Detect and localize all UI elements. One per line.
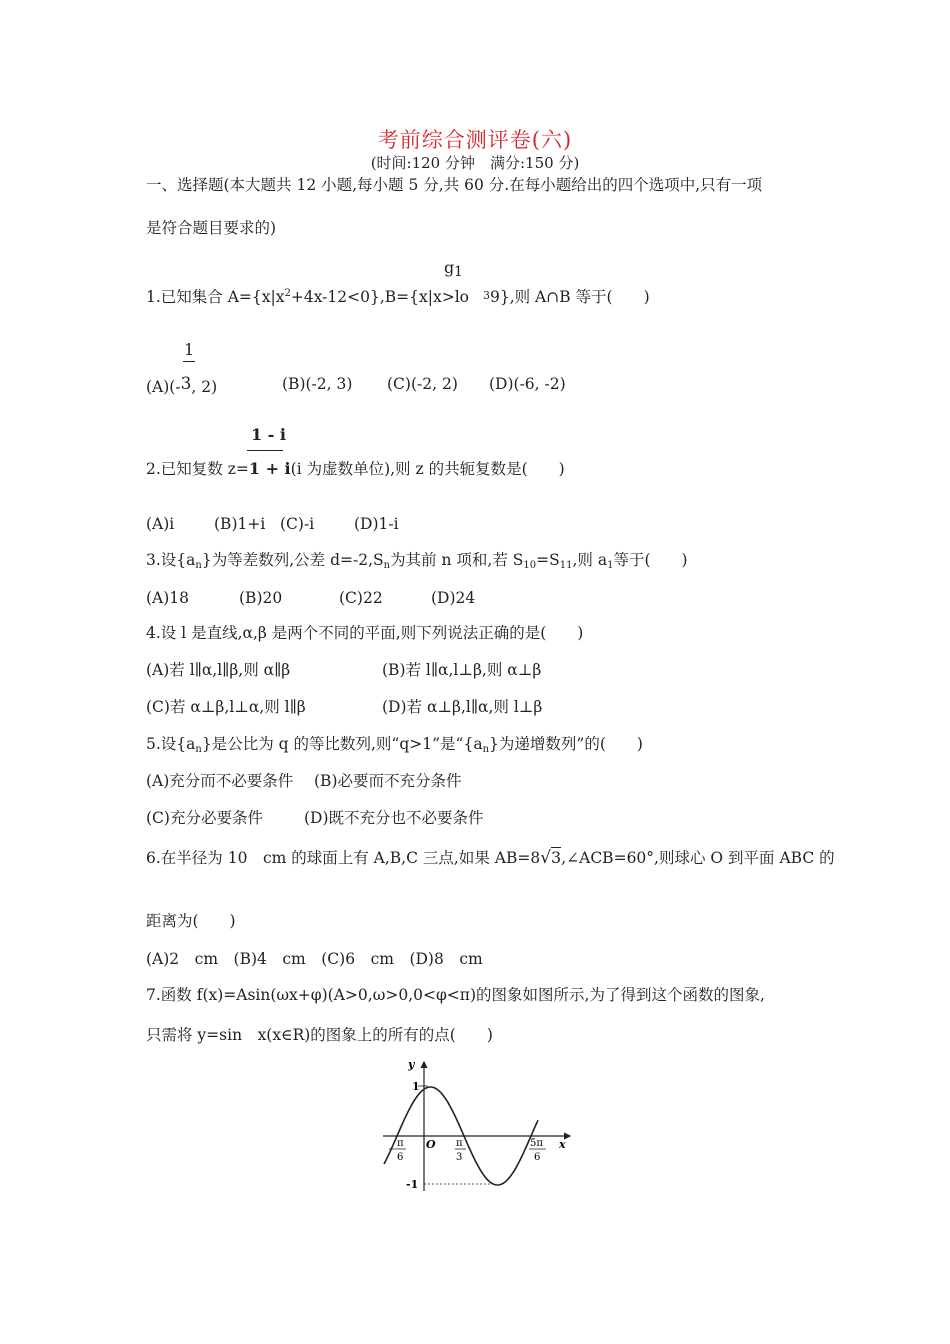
q3-options bbox=[146, 588, 476, 608]
q6-options: (A)2 cm (B)4 cm (C)6 cm (D)8 cm bbox=[146, 950, 483, 968]
q1-optC: (C)(-2, 2) bbox=[387, 375, 458, 393]
section-heading-line2: 是符合题目要求的) bbox=[146, 219, 277, 237]
q2-options bbox=[146, 514, 399, 534]
tick-end-num: 5π bbox=[530, 1138, 543, 1149]
q2-optA: (A)i bbox=[146, 515, 175, 533]
q1-optA-frac-bar bbox=[183, 361, 195, 362]
q3-optC: (C)22 bbox=[339, 589, 383, 607]
q5-optC: (C)充分必要条件 bbox=[146, 809, 263, 827]
q5-stem: 5.设$\{a_n\}$是公比为 q 的等比数列,则“q>1”是“$\{a_n\}$为递增数列”的( ) bbox=[146, 735, 643, 755]
q1-stem-c: 9},则 A∩B 等于( ) bbox=[489, 288, 650, 306]
q4-row2 bbox=[146, 697, 543, 717]
origin-label: O bbox=[426, 1138, 436, 1151]
q1-optA-den: 3 bbox=[180, 374, 192, 394]
page-title: 考前综合测评卷(六) bbox=[377, 128, 573, 152]
q2-stem bbox=[146, 459, 565, 479]
q3-optA: (A)18 bbox=[146, 589, 190, 607]
tick-mid-num: π bbox=[456, 1138, 463, 1149]
q1-options bbox=[146, 374, 566, 397]
q3-optB: (B)20 bbox=[239, 589, 283, 607]
q2-optB: (B)1+i bbox=[214, 515, 266, 533]
q1-log-base-num: 1 bbox=[454, 264, 463, 280]
q5-optA: (A)充分而不必要条件 bbox=[146, 772, 294, 790]
q2-optC: (C)-i bbox=[280, 515, 315, 533]
q2-frac-bar bbox=[247, 450, 283, 451]
q2-frac-den: 1 + i bbox=[248, 459, 291, 478]
q1-optA-frac-num: 1 bbox=[184, 340, 195, 359]
tick-end-den: 6 bbox=[534, 1152, 541, 1163]
q2-stem-b: (i 为虚数单位),则 z 的共轭复数是( ) bbox=[290, 460, 565, 478]
q4-optA: (A)若 l∥α,l∥β,则 α∥β bbox=[146, 661, 291, 679]
q1-optD: (D)(-6, -2) bbox=[489, 375, 566, 393]
q5-row1 bbox=[146, 771, 462, 791]
y-max-label: 1 bbox=[412, 1080, 420, 1093]
q1-stem-a: 1.已知集合 A={x|x bbox=[146, 288, 285, 306]
section-heading-line1: 一、选择题(本大题共 12 小题,每小题 5 分,共 60 分.在每小题给出的四个选项中,只有一项 bbox=[146, 176, 763, 194]
q2-stem-a: 2.已知复数 z= bbox=[146, 460, 249, 478]
q7-stem-line1: 7.函数 f(x)=Asin(ωx+φ)(A>0,ω>0,0<φ<π)的图象如图所示,为了得到这个函数的图象, bbox=[146, 986, 765, 1004]
q1-optA: (A)(-3, 2) bbox=[146, 374, 218, 396]
q5-optB: (B)必要而不充分条件 bbox=[314, 772, 462, 790]
q6-stem: 6.在半径为 10 cm 的球面上有 A,B,C 三点,如果 AB=8√3,∠ACB=60°,则球心 O 到平面 ABC 的 bbox=[146, 848, 835, 868]
tick-mid-den: 3 bbox=[456, 1152, 463, 1163]
q4-optB: (B)若 l∥α,l⊥β,则 α⊥β bbox=[382, 661, 542, 679]
q1-stem-frac-den: 3 bbox=[482, 289, 490, 302]
tick-neg-num: π bbox=[397, 1138, 404, 1149]
q5-optD: (D)既不充分也不必要条件 bbox=[304, 809, 484, 827]
q2-frac-num: 1 - i bbox=[251, 425, 286, 444]
q4-optD: (D)若 α⊥β,l∥α,则 l⊥β bbox=[382, 698, 543, 716]
q2-optD: (D)1-i bbox=[354, 515, 399, 533]
q1-log-base: g bbox=[444, 258, 455, 277]
q6-sqrt: √ bbox=[540, 848, 552, 868]
q3-optD: (D)24 bbox=[431, 589, 476, 607]
page-subtitle: (时间:120 分钟 满分:150 分) bbox=[370, 154, 580, 172]
q6-sqrt-arg: 3 bbox=[551, 848, 562, 867]
q1-stem bbox=[146, 284, 650, 307]
q1-stem-sup: 2 bbox=[284, 288, 291, 299]
q7-function-graph bbox=[378, 1056, 578, 1196]
q1-optB: (B)(-2, 3) bbox=[282, 375, 353, 393]
x-axis-label: x bbox=[559, 1138, 566, 1151]
q6-stem-line2: 距离为( ) bbox=[146, 912, 236, 930]
y-min-label: -1 bbox=[406, 1178, 419, 1191]
q1-stem-b: +4x-12<0},B={x|x>lo bbox=[290, 288, 469, 306]
q4-row1 bbox=[146, 660, 542, 680]
q3-stem: 3.设$\{a_n\}$为等差数列,公差 $d=-2,S_n$为其前 n 项和,若 $S_{10}=S_{11}$,则 $a_1$等于( ) bbox=[146, 551, 688, 571]
q4-stem: 4.设 l 是直线,α,β 是两个不同的平面,则下列说法正确的是( ) bbox=[146, 624, 584, 642]
q7-stem-line2: 只需将 y=sin x(x∈R)的图象上的所有的点( ) bbox=[146, 1026, 493, 1044]
y-axis-label: y bbox=[408, 1058, 415, 1071]
tick-neg-den: 6 bbox=[397, 1152, 404, 1163]
q4-optC: (C)若 α⊥β,l⊥α,则 l∥β bbox=[146, 698, 306, 716]
q5-row2 bbox=[146, 808, 484, 828]
